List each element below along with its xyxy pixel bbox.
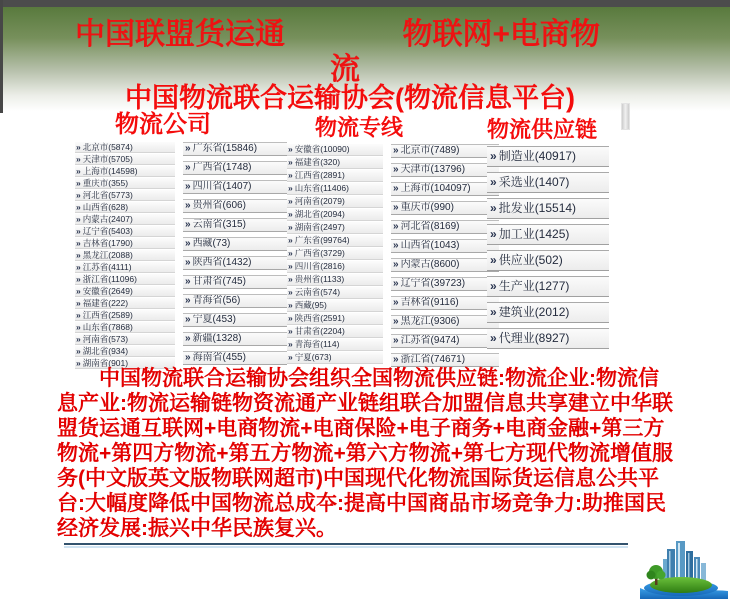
list-item[interactable] <box>391 163 499 177</box>
list-item-label: 新疆(1328) <box>192 333 242 344</box>
arrow-icon: » <box>76 238 81 248</box>
list-item[interactable] <box>287 196 383 208</box>
list-item[interactable] <box>391 220 499 234</box>
arrow-icon: » <box>185 238 191 249</box>
list-item[interactable] <box>75 250 175 261</box>
column-header: 物流供应链 <box>487 117 598 142</box>
arrow-icon: » <box>76 358 81 368</box>
arrow-icon: » <box>288 300 293 310</box>
arrow-icon: » <box>76 322 81 332</box>
list-item[interactable] <box>391 277 499 291</box>
island-grass <box>650 577 712 593</box>
arrow-icon: » <box>288 222 293 232</box>
list-item[interactable] <box>487 302 609 323</box>
banner-title-left: 中国联盟货运通 <box>75 18 285 51</box>
arrow-icon: » <box>76 214 81 224</box>
column-header: 物流专线 <box>315 115 404 140</box>
arrow-icon: » <box>76 154 81 164</box>
list-item-label: 生产业(1277) <box>498 279 570 293</box>
arrow-icon: » <box>288 157 293 167</box>
list-item-label: 北京市(5874) <box>82 142 133 152</box>
arrow-icon: » <box>393 202 399 213</box>
arrow-icon: » <box>490 331 497 345</box>
list-item-label: 制造业(40917) <box>498 149 577 163</box>
arrow-icon: » <box>185 257 191 268</box>
list-item-label: 广西省(1748) <box>192 162 252 173</box>
list-item-label: 西藏(95) <box>294 300 327 310</box>
arrow-icon: » <box>76 142 81 152</box>
arrow-icon: » <box>288 326 293 336</box>
arrow-icon: » <box>288 170 293 180</box>
list-item-label: 湖北省(934) <box>82 346 129 356</box>
list-item-label: 安徽省(10090) <box>294 144 350 154</box>
page-title: 中国物流联合运输协会(物流信息平台) <box>125 83 575 113</box>
list-item-label: 黑龙江(9306) <box>400 316 460 327</box>
list-item-label: 山西省(1043) <box>400 240 460 251</box>
list-item-label: 河南省(573) <box>82 334 129 344</box>
arrow-icon: » <box>490 253 497 267</box>
list-item-label: 内蒙古(2407) <box>82 214 133 224</box>
list-item-label: 云南省(315) <box>192 219 246 230</box>
list-item[interactable] <box>75 238 175 249</box>
list-item[interactable] <box>287 339 383 351</box>
list-item[interactable] <box>75 274 175 285</box>
arrow-icon: » <box>76 190 81 200</box>
list-item-label: 吉林省(9116) <box>400 297 459 308</box>
list-item-label: 福建省(222) <box>82 298 129 308</box>
arrow-icon: » <box>76 166 81 176</box>
list-item[interactable] <box>75 178 175 189</box>
arrow-icon: » <box>76 178 81 188</box>
arrow-icon: » <box>76 298 81 308</box>
list-item[interactable] <box>75 346 175 357</box>
arrow-icon: » <box>185 219 191 230</box>
arrow-icon: » <box>288 209 293 219</box>
list-item[interactable] <box>287 352 383 364</box>
list-item-label: 青海省(56) <box>192 295 241 306</box>
list-item-label: 广西省(3729) <box>294 248 345 258</box>
arrow-icon: » <box>288 352 293 362</box>
top-strip <box>0 0 730 7</box>
list-item-label: 天津市(13796) <box>400 164 466 175</box>
list-item-label: 浙江省(74671) <box>400 354 466 365</box>
list-item-label: 辽宁省(39723) <box>400 278 466 289</box>
arrow-icon: » <box>76 334 81 344</box>
list-item-label: 云南省(574) <box>294 287 341 297</box>
arrow-icon: » <box>288 248 293 258</box>
arrow-icon: » <box>393 259 399 270</box>
list-item-label: 西藏(73) <box>192 238 231 249</box>
list-item-label: 重庆市(990) <box>400 202 454 213</box>
column-header: 物流公司 <box>115 111 211 138</box>
company-region-list-2 <box>183 142 287 370</box>
list-item-label: 江苏省(4111) <box>82 262 132 272</box>
arrow-icon: » <box>288 235 293 245</box>
arrow-icon: » <box>490 227 497 241</box>
list-item[interactable] <box>287 235 383 247</box>
list-item-label: 陕西省(1432) <box>192 257 252 268</box>
list-item-label: 山西省(628) <box>82 202 129 212</box>
list-item-label: 山东省(7868) <box>82 322 133 332</box>
list-item[interactable] <box>391 182 499 196</box>
list-item-label: 批发业(15514) <box>498 201 577 215</box>
list-item-label: 山东省(11406) <box>294 183 349 193</box>
list-item-label: 甘肃省(2204) <box>294 326 345 336</box>
arrow-icon: » <box>393 164 399 175</box>
list-item-label: 供应业(502) <box>498 253 563 267</box>
arrow-icon: » <box>288 313 293 323</box>
list-item-label: 湖南省(2497) <box>294 222 345 232</box>
list-item[interactable] <box>287 157 383 169</box>
list-item[interactable] <box>391 315 499 329</box>
list-item[interactable] <box>287 222 383 234</box>
list-item-label: 河北省(8169) <box>400 221 460 232</box>
list-item[interactable] <box>287 144 383 156</box>
list-item[interactable] <box>75 226 175 237</box>
list-item[interactable] <box>75 190 175 201</box>
column-supply-chain <box>487 112 613 354</box>
list-item[interactable] <box>75 166 175 177</box>
list-item-label: 重庆市(355) <box>82 178 129 188</box>
list-item[interactable] <box>287 326 383 338</box>
list-item-label: 湖北省(2094) <box>294 209 345 219</box>
arrow-icon: » <box>490 175 497 189</box>
list-item-label: 内蒙古(8600) <box>400 259 460 270</box>
list-item-label: 加工业(1425) <box>498 227 570 241</box>
list-item-label: 采选业(1407) <box>498 175 570 189</box>
industry-list <box>487 146 609 354</box>
list-item[interactable] <box>183 351 287 365</box>
list-item[interactable] <box>487 198 609 219</box>
list-item[interactable] <box>75 154 175 165</box>
list-item-label: 陕西省(2591) <box>294 313 345 323</box>
list-item[interactable] <box>75 262 175 273</box>
list-item[interactable] <box>183 199 287 213</box>
arrow-icon: » <box>393 354 399 365</box>
arrow-icon: » <box>76 310 81 320</box>
list-item-label: 上海市(104097) <box>400 183 471 194</box>
company-region-list-1 <box>75 142 175 370</box>
list-item[interactable] <box>183 313 287 327</box>
list-item-label: 贵州省(1133) <box>294 274 345 284</box>
arrow-icon: » <box>185 276 191 287</box>
arrow-icon: » <box>393 297 399 308</box>
list-item[interactable] <box>287 274 383 286</box>
list-item-label: 宁夏(453) <box>192 314 236 325</box>
list-item-label: 青海省(114) <box>294 339 340 349</box>
list-item-label: 四川省(2816) <box>294 261 345 271</box>
list-item[interactable] <box>391 239 499 253</box>
banner-title-right: 物联网+电商物 <box>402 18 600 51</box>
arrow-icon: » <box>490 149 497 163</box>
list-item-label: 天津市(5705) <box>82 154 133 164</box>
list-item-label: 江西省(2589) <box>82 310 133 320</box>
list-item-label: 建筑业(2012) <box>498 305 570 319</box>
list-item-label: 贵州省(606) <box>192 200 246 211</box>
arrow-icon: » <box>393 240 399 251</box>
arrow-icon: » <box>393 316 399 327</box>
list-item[interactable] <box>287 170 383 182</box>
arrow-icon: » <box>490 305 497 319</box>
list-item[interactable] <box>287 313 383 325</box>
list-item-label: 黑龙江(2088) <box>82 250 133 260</box>
list-item-label: 福建省(320) <box>294 157 341 167</box>
arrow-icon: » <box>288 274 293 284</box>
list-item[interactable] <box>183 256 287 270</box>
list-item[interactable] <box>75 310 175 321</box>
list-item-label: 吉林省(1790) <box>82 238 133 248</box>
list-item[interactable] <box>75 214 175 225</box>
list-item[interactable] <box>391 201 499 215</box>
arrow-icon: » <box>76 250 81 260</box>
column-logistics-lines <box>287 112 485 372</box>
list-item[interactable] <box>487 172 609 193</box>
arrow-icon: » <box>185 314 191 325</box>
list-item[interactable] <box>183 218 287 232</box>
list-item[interactable] <box>183 180 287 194</box>
line-region-list-2 <box>391 144 499 372</box>
list-item[interactable] <box>183 332 287 346</box>
arrow-icon: » <box>185 333 191 344</box>
list-item-label: 北京市(7489) <box>400 145 460 156</box>
line-region-list-1 <box>287 144 383 372</box>
arrow-icon: » <box>185 181 191 192</box>
arrow-icon: » <box>288 261 293 271</box>
arrow-icon: » <box>288 196 293 206</box>
list-item[interactable] <box>287 248 383 260</box>
arrow-icon: » <box>288 144 293 154</box>
arrow-icon: » <box>288 183 293 193</box>
list-item[interactable] <box>75 298 175 309</box>
list-item[interactable] <box>391 258 499 272</box>
list-item-label: 海南省(455) <box>192 352 246 363</box>
banner-title-right-cont: 流 <box>330 53 360 86</box>
arrow-icon: » <box>393 183 399 194</box>
arrow-icon: » <box>76 274 81 284</box>
list-item[interactable] <box>487 276 609 297</box>
list-item-label: 宁夏(673) <box>294 352 332 362</box>
list-item-label: 浙江省(11096) <box>82 274 137 284</box>
list-item-label: 广东省(15846) <box>192 143 258 154</box>
list-item-label: 江苏省(9474) <box>400 335 460 346</box>
list-item-label: 安徽省(2649) <box>82 286 133 296</box>
arrow-icon: » <box>185 295 191 306</box>
list-item[interactable] <box>75 334 175 345</box>
list-item-label: 上海市(14598) <box>82 166 138 176</box>
arrow-icon: » <box>393 145 399 156</box>
arrow-icon: » <box>185 352 191 363</box>
list-item-label: 甘肃省(745) <box>192 276 246 287</box>
list-item-label: 四川省(1407) <box>192 181 252 192</box>
directory-columns <box>0 111 730 368</box>
description-paragraph: 中国物流联合运输协会组织全国物流供应链:物流企业:物流信息产业:物流运输链物资流通产业链组联合加盟信息共享建立中华联盟货运通互联网+电商物流+电商保险+电子商务+电商金融+第三方物流+第四方物流+第五方物流+第六方物流+第七方现代物流增值服务(中文版英文版物联网超市)中国现代化物流国际货运信息公共平台:大幅度降低中国物流总成夲:提高中国商品市场竞争力:助推国民经济发展:振兴中华民族复兴。 <box>57 367 674 540</box>
arrow-icon: » <box>76 226 81 236</box>
list-item[interactable] <box>287 261 383 273</box>
arrow-icon: » <box>185 162 191 173</box>
arrow-icon: » <box>185 200 191 211</box>
arrow-icon: » <box>76 346 81 356</box>
list-item[interactable] <box>183 237 287 251</box>
list-item-label: 河北省(5773) <box>82 190 133 200</box>
arrow-icon: » <box>393 335 399 346</box>
list-item[interactable] <box>287 287 383 299</box>
list-item-label: 湖南省(901) <box>82 358 129 368</box>
arrow-icon: » <box>490 201 497 215</box>
horizontal-rule <box>64 543 628 548</box>
arrow-icon: » <box>288 287 293 297</box>
arrow-icon: » <box>490 279 497 293</box>
list-item[interactable] <box>487 146 609 167</box>
list-item[interactable] <box>183 161 287 175</box>
arrow-icon: » <box>185 143 191 154</box>
arrow-icon: » <box>288 339 293 349</box>
list-item[interactable] <box>287 300 383 312</box>
list-item[interactable] <box>487 224 609 245</box>
arrow-icon: » <box>76 286 81 296</box>
list-item[interactable] <box>487 250 609 271</box>
list-item[interactable] <box>391 353 499 367</box>
list-item[interactable] <box>287 183 383 195</box>
list-item[interactable] <box>487 328 609 349</box>
list-item[interactable] <box>391 144 499 158</box>
list-item[interactable] <box>287 209 383 221</box>
list-item-label: 河南省(2079) <box>294 196 345 206</box>
list-item[interactable] <box>183 275 287 289</box>
arrow-icon: » <box>76 262 81 272</box>
list-item-label: 辽宁省(5403) <box>82 226 133 236</box>
list-item[interactable] <box>75 322 175 333</box>
city-island-logo <box>636 535 728 599</box>
list-item[interactable] <box>391 334 499 348</box>
column-logistics-companies <box>75 112 283 370</box>
arrow-icon: » <box>393 221 399 232</box>
arrow-icon: » <box>393 278 399 289</box>
list-item-label: 代理业(8927) <box>498 331 570 345</box>
list-item[interactable] <box>75 286 175 297</box>
list-item[interactable] <box>75 142 175 153</box>
list-item[interactable] <box>75 202 175 213</box>
list-item[interactable] <box>391 296 499 310</box>
list-item[interactable] <box>183 294 287 308</box>
list-item-label: 江西省(2891) <box>294 170 345 180</box>
list-item-label: 广东省(99764) <box>294 235 350 245</box>
list-item[interactable] <box>183 142 287 156</box>
arrow-icon: » <box>76 202 81 212</box>
